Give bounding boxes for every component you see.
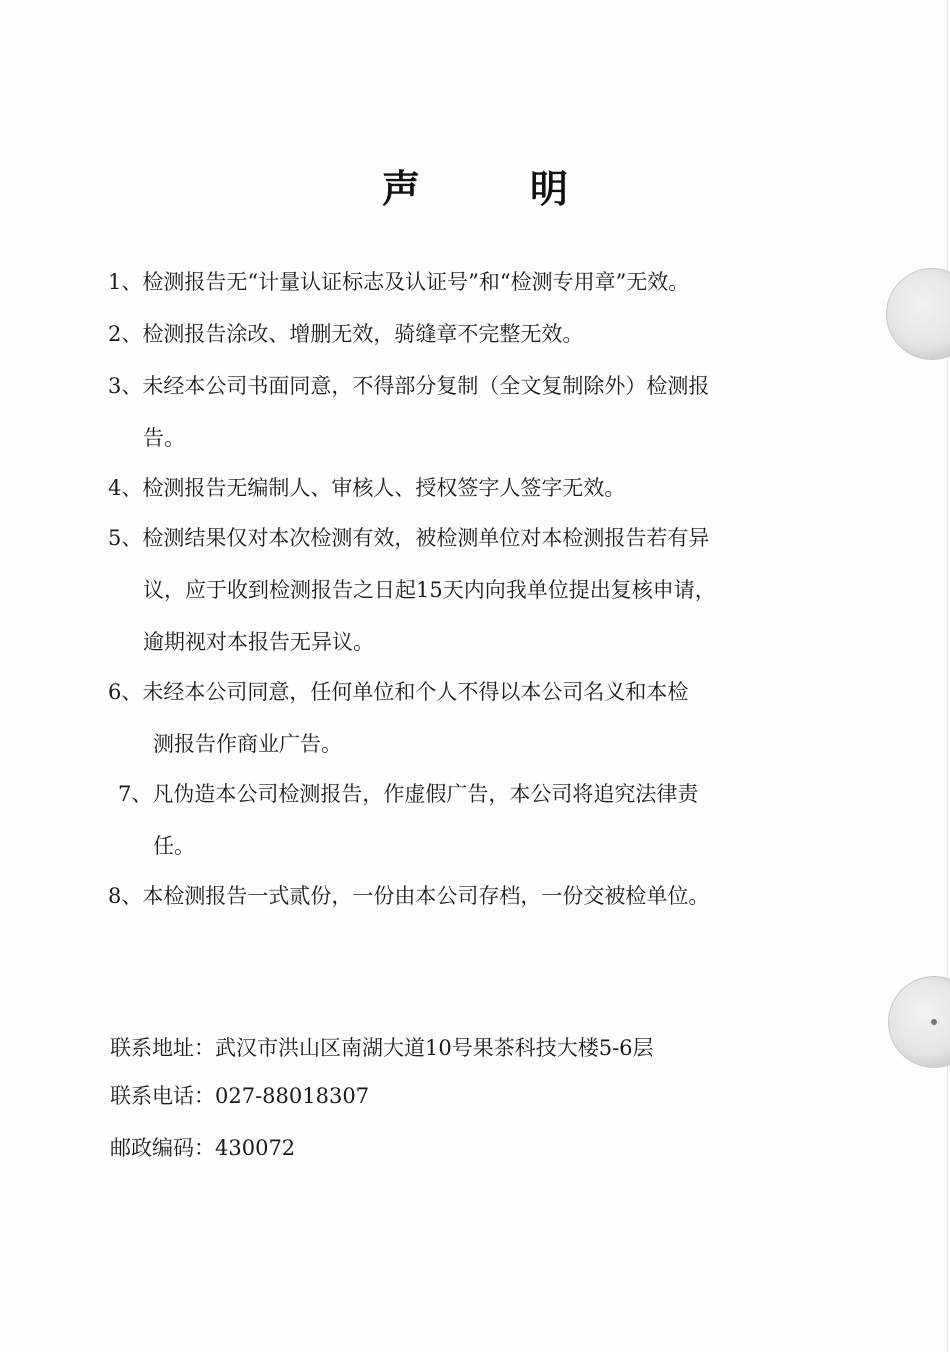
title-char-2: 明 xyxy=(530,167,569,211)
clause-6-line-1: 6、未经本公司同意，任何单位和个人不得以本公司名义和本检 xyxy=(108,680,689,704)
clause-5-line-2: 议，应于收到检测报告之日起15天内向我单位提出复核申请， xyxy=(143,578,716,602)
postcode-value: 430072 xyxy=(215,1136,296,1160)
page-title xyxy=(0,158,950,213)
clause-8-line-1: 8、本检测报告一式贰份，一份由本公司存档，一份交被检单位。 xyxy=(108,884,710,908)
clause-7-line-1: 7、凡伪造本公司检测报告，作虚假广告，本公司将追究法律责 xyxy=(118,782,699,806)
contact-address xyxy=(110,1028,654,1068)
clause-6-line-2: 测报告作商业广告。 xyxy=(153,732,342,756)
binder-ring-top xyxy=(886,268,950,360)
clause-5-line-1: 5、检测结果仅对本次检测有效，被检测单位对本检测报告若有异 xyxy=(108,526,710,550)
clause-4-line-1: 4、检测报告无编制人、审核人、授权签字人签字无效。 xyxy=(108,476,626,500)
clause-2-line-1: 2、检测报告涂改、增删无效，骑缝章不完整无效。 xyxy=(108,322,584,346)
clause-7-line-2: 任。 xyxy=(153,834,195,858)
clause-5-line-3: 逾期视对本报告无异议。 xyxy=(143,630,374,654)
contact-phone xyxy=(110,1076,369,1116)
clause-3-line-2: 告。 xyxy=(143,426,185,450)
phone-label: 联系电话： xyxy=(110,1084,215,1108)
contact-postcode xyxy=(110,1128,295,1168)
clause-1-line-1: 1、检测报告无“计量认证标志及认证号”和“检测专用章”无效。 xyxy=(108,270,690,294)
address-label: 联系地址： xyxy=(110,1036,215,1060)
address-value: 武汉市洪山区南湖大道10号果茶科技大楼5-6层 xyxy=(215,1036,654,1060)
postcode-label: 邮政编码： xyxy=(110,1136,215,1160)
phone-value: 027-88018307 xyxy=(215,1084,370,1108)
clause-3-line-1: 3、未经本公司书面同意，不得部分复制（全文复制除外）检测报 xyxy=(108,374,710,398)
title-char-1: 声 xyxy=(381,167,420,211)
binder-hole xyxy=(931,1019,937,1025)
binder-ring-bottom xyxy=(888,976,950,1068)
